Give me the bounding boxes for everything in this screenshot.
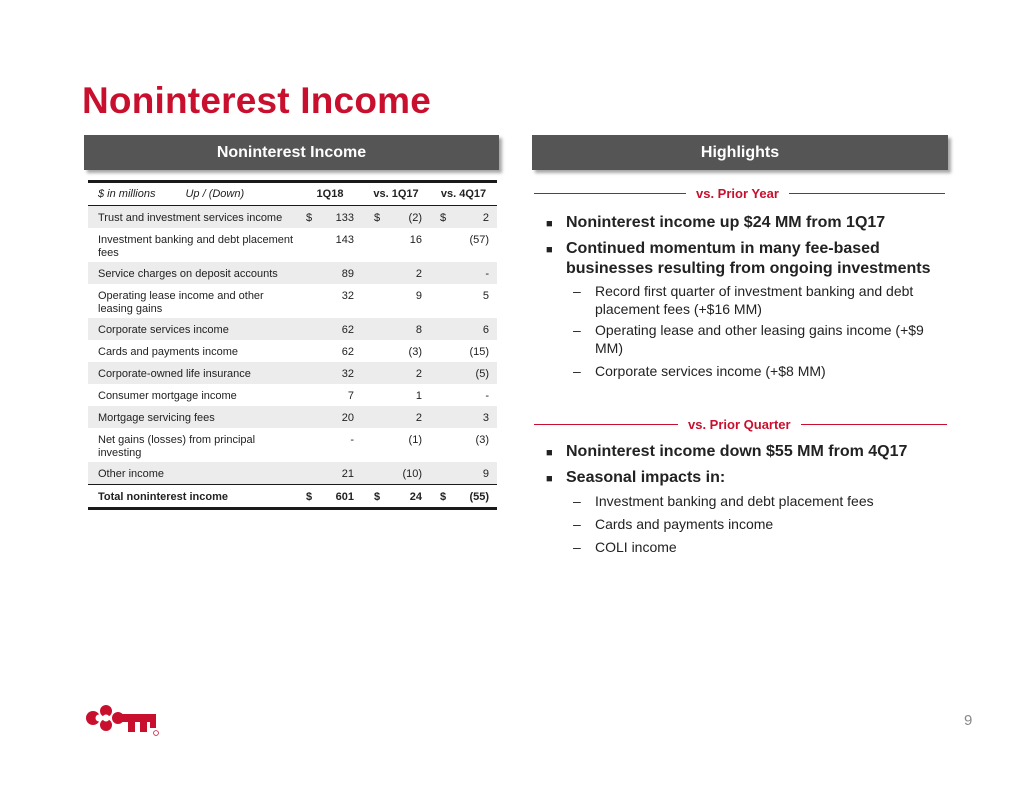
prior-year-sub-3 (573, 362, 943, 380)
table-row (88, 362, 497, 384)
page-number: 9 (964, 712, 973, 729)
cell-1q18 (298, 228, 362, 246)
row-label: Corporate-owned life insurance (98, 368, 251, 380)
row-label: Service charges on deposit accounts (98, 268, 278, 280)
cell-vs-1q17 (362, 384, 430, 402)
table-row (88, 262, 497, 284)
cell-value: - (485, 390, 489, 402)
cell-value: 89 (341, 268, 354, 280)
table-row (88, 462, 497, 484)
table-row (88, 428, 497, 462)
cell-1q18 (298, 340, 362, 358)
bullet-text: Continued momentum in many fee-based businesses resulting from ongoing investments (566, 240, 931, 277)
cell-value: (2) (408, 212, 422, 224)
total-value-1: 601 (335, 491, 354, 503)
prior-quarter-sub-2 (573, 515, 943, 533)
table-row (88, 340, 497, 362)
prior-year-sub-2 (573, 321, 943, 357)
cell-value: (57) (469, 234, 489, 246)
cell-vs-4q17 (430, 362, 497, 380)
cell-value: 9 (482, 468, 489, 480)
cell-value: (1) (408, 434, 422, 446)
cell-1q18 (298, 428, 362, 446)
divider-line-left (534, 424, 678, 425)
cell-vs-4q17 (430, 406, 497, 424)
total-vs-4q17 (430, 485, 497, 503)
cell-value: 32 (341, 290, 354, 302)
table-header-left (88, 188, 298, 200)
cell-value: 133 (335, 212, 354, 224)
total-1q18 (298, 485, 362, 503)
cell-1q18 (298, 362, 362, 380)
cell-vs-4q17 (430, 262, 497, 280)
dollar-sign: $ (440, 212, 447, 224)
dash-icon: – (573, 322, 581, 338)
cell-vs-1q17 (362, 318, 430, 336)
table-row (88, 284, 497, 318)
row-label: Corporate services income (98, 324, 229, 336)
unit-label: $ in millions (98, 188, 156, 200)
divider-line-right (789, 193, 945, 194)
prior-quarter-sub-3 (573, 538, 943, 556)
cell-vs-1q17 (362, 362, 430, 380)
dash-icon: – (573, 516, 581, 532)
divider-line-left (534, 193, 686, 194)
cell-value: 1 (415, 390, 422, 402)
sub-text: Investment banking and debt placement fees (595, 493, 874, 509)
dash-icon: – (573, 539, 581, 555)
cell-value: (5) (475, 368, 489, 380)
col-header-1q18: 1Q18 (316, 188, 344, 200)
cell-vs-1q17 (362, 206, 430, 224)
cell-value: 16 (409, 234, 422, 246)
cell-vs-4q17 (430, 384, 497, 402)
cell-value: 143 (335, 234, 354, 246)
total-dollar-2: $ (374, 491, 381, 503)
table-panel-header: Noninterest Income (84, 135, 499, 170)
row-label: Cards and payments income (98, 346, 239, 358)
cell-value: 5 (482, 290, 489, 302)
table-row (88, 206, 497, 228)
row-label: Mortgage servicing fees (98, 412, 215, 424)
table-row (88, 318, 497, 340)
total-value-2: 24 (409, 491, 422, 503)
total-dollar-1: $ (306, 491, 313, 503)
cell-1q18 (298, 262, 362, 280)
sub-text: Cards and payments income (595, 516, 774, 532)
cell-vs-1q17 (362, 340, 430, 358)
bullet-text: Noninterest income down $55 MM from 4Q17 (566, 443, 908, 460)
cell-vs-1q17 (362, 262, 430, 280)
cell-value: - (350, 434, 354, 446)
bullet-text: Seasonal impacts in: (566, 469, 726, 486)
cell-vs-1q17 (362, 428, 430, 446)
prior-quarter-divider (534, 415, 947, 433)
cell-value: 21 (341, 468, 354, 480)
square-bullet-icon: ■ (546, 244, 553, 256)
total-label: Total noninterest income (98, 491, 228, 503)
cell-value: 62 (341, 346, 354, 358)
cell-vs-1q17 (362, 228, 430, 246)
cell-1q18 (298, 284, 362, 302)
table-row (88, 406, 497, 428)
table-row (88, 384, 497, 406)
prior-quarter-bullet-1 (546, 442, 946, 463)
prior-quarter-bullet-2 (546, 468, 946, 489)
col-header-vs-1q17: vs. 1Q17 (373, 188, 419, 200)
cell-value: 2 (482, 212, 489, 224)
prior-year-sub-1 (573, 282, 943, 318)
cell-vs-4q17 (430, 428, 497, 446)
cell-vs-4q17 (430, 228, 497, 246)
table-header-row (88, 183, 497, 206)
cell-vs-1q17 (362, 406, 430, 424)
cell-value: 20 (341, 412, 354, 424)
cell-value: 9 (415, 290, 422, 302)
sub-text: Corporate services income (+$8 MM) (595, 363, 826, 379)
cell-value: 3 (482, 412, 489, 424)
cell-value: (15) (469, 346, 489, 358)
dash-icon: – (573, 283, 581, 299)
page-title: Noninterest Income (82, 80, 431, 121)
bullet-text: Noninterest income up $24 MM from 1Q17 (566, 214, 886, 231)
sub-text: COLI income (595, 539, 677, 555)
sub-text: Operating lease and other leasing gains income (+$9 MM) (595, 322, 924, 356)
cell-1q18 (298, 406, 362, 424)
table-row (88, 228, 497, 262)
cell-vs-1q17 (362, 462, 430, 480)
row-label: Consumer mortgage income (98, 390, 237, 402)
cell-1q18 (298, 206, 362, 224)
noninterest-income-table (88, 180, 497, 510)
total-dollar-3: $ (440, 491, 447, 503)
cell-value: (3) (408, 346, 422, 358)
cell-value: 2 (415, 368, 422, 380)
cell-vs-4q17 (430, 284, 497, 302)
cell-value: 2 (415, 268, 422, 280)
row-label: Net gains (losses) from principal investing (98, 434, 256, 459)
cell-value: 8 (415, 324, 422, 336)
cell-vs-4q17 (430, 462, 497, 480)
cell-value: 32 (341, 368, 354, 380)
prior-quarter-label: vs. Prior Quarter (688, 416, 791, 432)
prior-year-bullet-2 (546, 239, 946, 279)
dash-icon: – (573, 363, 581, 379)
dollar-sign: $ (306, 212, 313, 224)
cell-vs-4q17 (430, 318, 497, 336)
dollar-sign: $ (374, 212, 381, 224)
square-bullet-icon: ■ (546, 473, 553, 485)
cell-value: 6 (482, 324, 489, 336)
sub-text: Record first quarter of investment banking and debt placement fees (+$16 MM) (595, 283, 914, 317)
highlights-panel-header: Highlights (532, 135, 948, 170)
prior-quarter-sub-1 (573, 492, 943, 510)
cell-1q18 (298, 318, 362, 336)
prior-year-divider (534, 184, 945, 202)
cell-vs-4q17 (430, 206, 497, 224)
table-total-row (88, 484, 497, 510)
updown-label: Up / (Down) (185, 188, 245, 200)
key-logo-icon (84, 705, 160, 744)
cell-value: 2 (415, 412, 422, 424)
total-vs-1q17 (362, 485, 430, 503)
cell-value: - (485, 268, 489, 280)
dash-icon: – (573, 493, 581, 509)
row-label: Trust and investment services income (98, 212, 283, 224)
square-bullet-icon: ■ (546, 447, 553, 459)
cell-1q18 (298, 384, 362, 402)
cell-vs-4q17 (430, 340, 497, 358)
total-value-3: (55) (469, 491, 489, 503)
square-bullet-icon: ■ (546, 218, 553, 230)
cell-value: 62 (341, 324, 354, 336)
row-label: Other income (98, 468, 165, 480)
row-label: Operating lease income and other leasing gains (98, 290, 264, 315)
cell-value: (3) (475, 434, 489, 446)
col-header-vs-4q17: vs. 4Q17 (440, 188, 487, 200)
cell-value: 7 (347, 390, 354, 402)
row-label: Investment banking and debt placement fees (98, 234, 294, 259)
cell-1q18 (298, 462, 362, 480)
cell-vs-1q17 (362, 284, 430, 302)
cell-value: (10) (402, 468, 422, 480)
prior-year-label: vs. Prior Year (696, 185, 779, 201)
divider-line-right (801, 424, 947, 425)
prior-year-bullet-1 (546, 213, 946, 234)
